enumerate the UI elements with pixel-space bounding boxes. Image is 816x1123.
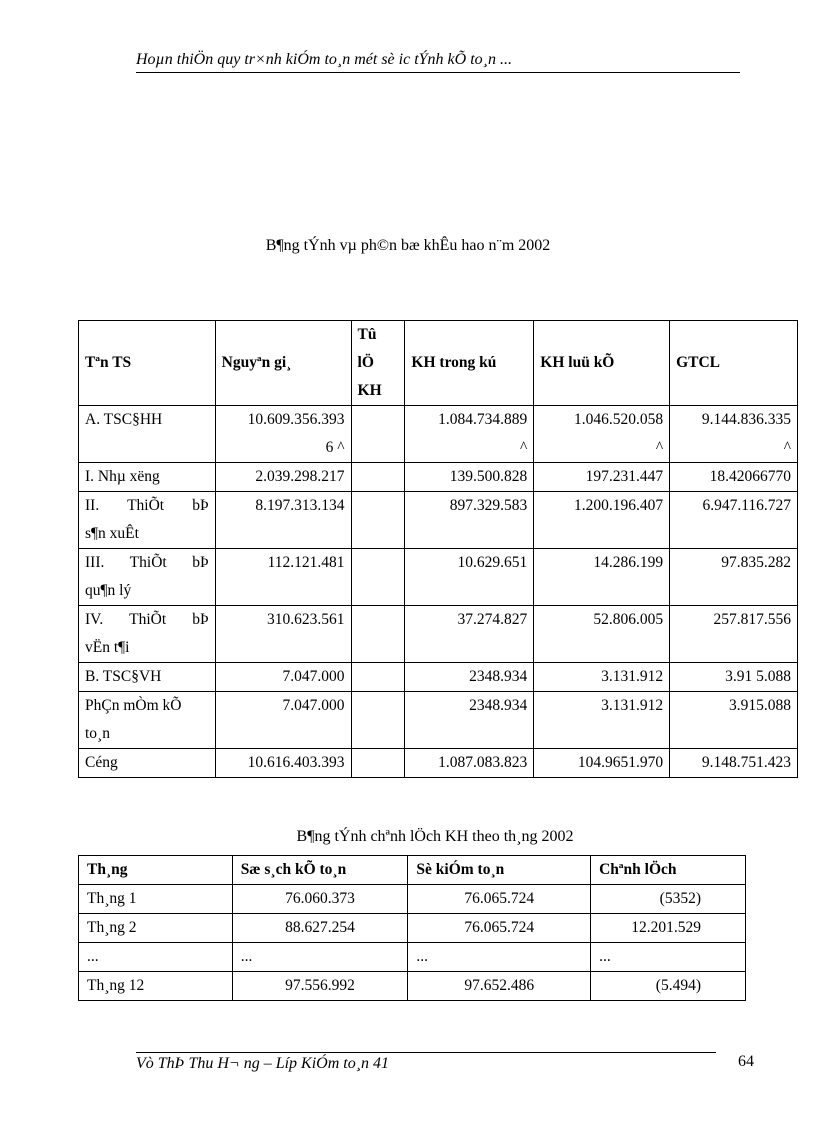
col-header-asset: Tªn TS — [79, 321, 216, 406]
col-header-books: Sæ s¸ch kÕ to¸n — [232, 856, 408, 885]
table-row — [79, 692, 798, 749]
period-cell: 10.629.651 — [405, 549, 534, 606]
col-header-period: KH trong kú — [405, 321, 534, 406]
cost-cell: 2.039.298.217 — [215, 463, 351, 492]
asset-name: B. TSC§VH — [79, 663, 216, 692]
period-cell: 2348.934 — [405, 692, 534, 749]
table-row — [79, 406, 798, 463]
accum-cell: 3.131.912 — [534, 692, 670, 749]
table-row — [79, 463, 798, 492]
asset-name: I. Nhµ xëng — [79, 463, 216, 492]
table-row — [79, 943, 746, 972]
table-row — [79, 549, 798, 606]
net-cell: 257.817.556 — [670, 606, 798, 663]
page-number: 64 — [738, 1053, 754, 1070]
cost-cell: 112.121.481 — [215, 549, 351, 606]
period-cell: 37.274.827 — [405, 606, 534, 663]
table-row — [79, 663, 798, 692]
net-cell: 3.915.088 — [670, 692, 798, 749]
cost-cell: 7.047.000 — [215, 663, 351, 692]
month-cell: ... — [79, 943, 233, 972]
audit-cell: 76.065.724 — [408, 914, 591, 943]
accum-cell: 104.9651.970 — [534, 749, 670, 778]
table-row — [79, 492, 798, 549]
audit-cell: 97.652.486 — [408, 972, 591, 1001]
net-cell: 97.835.282 — [670, 549, 798, 606]
total-row — [79, 749, 798, 778]
cost-cell: 7.047.000 — [215, 692, 351, 749]
table1-title: B¶ng tÝnh vµ ph©n bæ khÊu hao n¨m 2002 — [265, 237, 551, 254]
table-row — [79, 606, 798, 663]
books-cell: ... — [232, 943, 408, 972]
col-header-accum: KH luü kÕ — [534, 321, 670, 406]
diff-cell: (5.494) — [591, 972, 746, 1001]
cost-cell: 310.623.561 — [215, 606, 351, 663]
depreciation-table — [78, 320, 798, 778]
accum-cell: 1.200.196.407 — [534, 492, 670, 549]
books-cell: 76.060.373 — [232, 885, 408, 914]
col-header-cost: Nguyªn gi¸ — [215, 321, 351, 406]
accum-cell: 14.286.199 — [534, 549, 670, 606]
cost-cell: 10.616.403.393 — [215, 749, 351, 778]
asset-name: A. TSC§HH — [79, 406, 216, 463]
asset-name: IV. ThiÕt bÞ vËn t¶i — [79, 606, 216, 663]
rate-cell — [351, 749, 405, 778]
asset-name: II. ThiÕt bÞ s¶n xuÊt — [79, 492, 216, 549]
net-cell: 3.91 5.088 — [670, 663, 798, 692]
col-header-diff: Chªnh lÖch — [591, 856, 746, 885]
audit-cell: 76.065.724 — [408, 885, 591, 914]
accum-cell: 3.131.912 — [534, 663, 670, 692]
cost-cell: 8.197.313.134 — [215, 492, 351, 549]
period-cell: 1.087.083.823 — [405, 749, 534, 778]
period-cell: 897.329.583 — [405, 492, 534, 549]
month-cell: Th¸ng 12 — [79, 972, 233, 1001]
diff-cell: (5352) — [591, 885, 746, 914]
asset-name: PhÇn mÒm kÕ to¸n — [79, 692, 216, 749]
asset-name: III. ThiÕt bÞ qu¶n lý — [79, 549, 216, 606]
footer-divider — [136, 1052, 716, 1053]
rate-cell — [351, 606, 405, 663]
net-cell: 18.42066770 — [670, 463, 798, 492]
net-cell: 9.144.836.335 ^ — [670, 406, 798, 463]
table-row — [79, 885, 746, 914]
rate-cell — [351, 549, 405, 606]
table2-title: B¶ng tÝnh chªnh lÖch KH theo th¸ng 2002 — [296, 828, 574, 845]
rate-cell — [351, 463, 405, 492]
net-cell: 6.947.116.727 — [670, 492, 798, 549]
accum-cell: 1.046.520.058 ^ — [534, 406, 670, 463]
table-row — [79, 972, 746, 1001]
asset-name: Céng — [79, 749, 216, 778]
diff-cell: ... — [591, 943, 746, 972]
page-footer-author: Vò ThÞ Thu H¬ ng – Líp KiÓm to¸n 41 — [136, 1055, 390, 1072]
page-header: Hoµn thiÖn quy tr×nh kiÓm to¸n mét sè ic tÝnh kÕ to¸n ... — [136, 50, 740, 73]
monthly-difference-table — [78, 855, 746, 1001]
table-header-row — [79, 321, 798, 406]
rate-cell — [351, 406, 405, 463]
books-cell: 97.556.992 — [232, 972, 408, 1001]
col-header-audit: Sè kiÓm to¸n — [408, 856, 591, 885]
col-header-month: Th¸ng — [79, 856, 233, 885]
table-header-row — [79, 856, 746, 885]
period-cell: 139.500.828 — [405, 463, 534, 492]
accum-cell: 197.231.447 — [534, 463, 670, 492]
month-cell: Th¸ng 1 — [79, 885, 233, 914]
diff-cell: 12.201.529 — [591, 914, 746, 943]
col-header-net: GTCL — [670, 321, 798, 406]
period-cell: 1.084.734.889 ^ — [405, 406, 534, 463]
rate-cell — [351, 492, 405, 549]
month-cell: Th¸ng 2 — [79, 914, 233, 943]
rate-cell — [351, 692, 405, 749]
cost-cell: 10.609.356.393 6 ^ — [215, 406, 351, 463]
net-cell: 9.148.751.423 — [670, 749, 798, 778]
col-header-rate: Tû lÖ KH — [351, 321, 405, 406]
period-cell: 2348.934 — [405, 663, 534, 692]
rate-cell — [351, 663, 405, 692]
accum-cell: 52.806.005 — [534, 606, 670, 663]
table-row — [79, 914, 746, 943]
audit-cell: ... — [408, 943, 591, 972]
books-cell: 88.627.254 — [232, 914, 408, 943]
